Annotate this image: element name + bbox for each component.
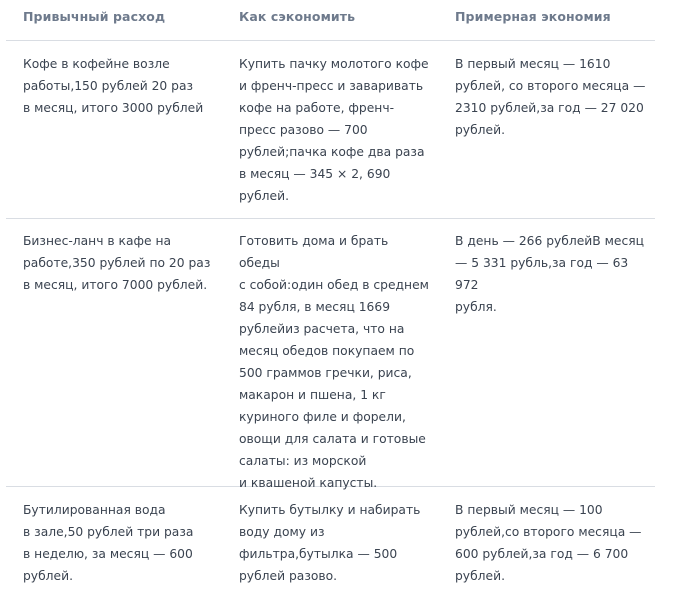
cell-expense: Бутилированная вода в зале,50 рублей три раза в неделю, за месяц — 600 рублей. — [23, 503, 194, 583]
cell-savings: В первый месяц — 1610 рублей, со второго месяца — 2310 рублей,за год — 27 020 рублей. — [455, 57, 646, 137]
cell-how-to-save: Готовить дома и брать обеды с собой:один обед в среднем 84 рубля, в месяц 1669 рублейиз расчета, что на месяц обедов покупаем по 500 граммов гречки, риса, макарон и пшена, 1 кг куриного филе и форели, овощи для салата и готовые салаты: из морской и квашеной капусты. — [239, 234, 429, 490]
cell-savings: В первый месяц — 100 рублей,со второго месяца — 600 рублей,за год — 6 700 рублей. — [455, 503, 642, 583]
cell-savings: В день — 266 рублейВ месяц — 5 331 рубль,за год — 63 972 рубля. — [455, 234, 644, 314]
cell-how-to-save: Купить пачку молотого кофе и френч-пресс и заваривать кофе на работе, френч- пресс разово — 700 рублей;пачка кофе два раза в месяц — 345 × 2, 690 рублей. — [239, 57, 429, 203]
header-savings: Примерная экономия — [455, 9, 611, 24]
savings-table — [6, 0, 655, 595]
header-how-to-save: Как сэкономить — [239, 9, 356, 24]
header-expense: Привычный расход — [23, 9, 166, 24]
cell-expense: Кофе в кофейне возле работы,150 рублей 20 раз в месяц, итого 3000 рублей — [23, 57, 204, 115]
cell-how-to-save: Купить бутылку и набирать воду дому из фильтра,бутылка — 500 рублей разово. — [239, 503, 421, 583]
table-row — [6, 219, 655, 490]
table-row — [6, 487, 655, 595]
cell-expense: Бизнес-ланч в кафе на работе,350 рублей по 20 раз в месяц, итого 7000 рублей. — [23, 234, 211, 292]
table-header-row — [6, 0, 655, 41]
table-row — [6, 41, 655, 219]
